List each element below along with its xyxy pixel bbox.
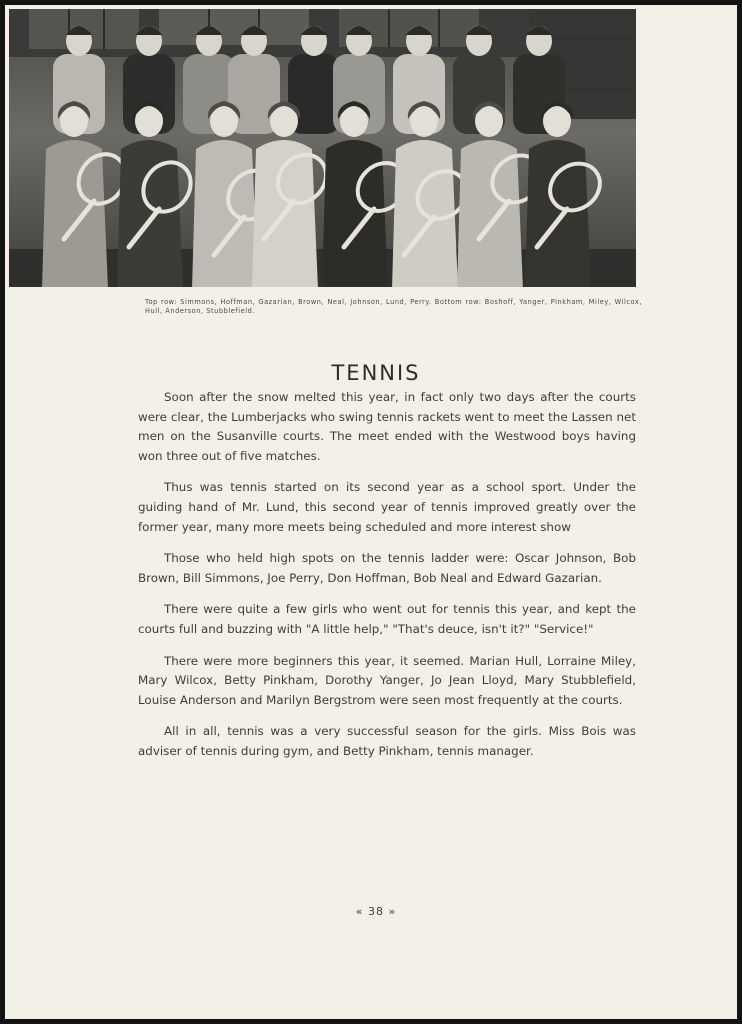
page-title: TENNIS	[331, 361, 421, 385]
page-number: « 38 »	[355, 905, 397, 918]
paragraph-2: Thus was tennis started on its second year as a school sport. Under the guiding hand of Mr. Lund, this second year of tennis improved greatly over the former year, many more meets being scheduled and more interest show	[138, 480, 636, 534]
photo-caption: Top row: Simmons, Hoffman, Gazarian, Brown, Neal, Johnson, Lund, Perry. Bottom row: Boshoff, Yanger, Pinkham, Miley, Wilcox, Hull, Anderson, Stubblefield.	[145, 298, 642, 315]
paragraph-6: All in all, tennis was a very successful season for the girls. Miss Bois was adviser of tennis during gym, and Betty Pinkham, tennis manager.	[138, 724, 636, 758]
article-body	[138, 388, 636, 762]
team-photo	[9, 9, 636, 287]
paragraph-4: There were quite a few girls who went out for tennis this year, and kept the courts full and buzzing with "A little help," "That's deuce, isn't it?" "Service!"	[138, 602, 636, 636]
tennis-team-photo-icon	[9, 9, 636, 287]
paragraph-1: Soon after the snow melted this year, in fact only two days after the courts were clear, the Lumberjacks who swing tennis rackets went to meet the Lassen net men on the Susanville courts. The meet ended with the Westwood boys having won three out of five matches.	[138, 390, 636, 463]
paragraph-3: Those who held high spots on the tennis ladder were: Oscar Johnson, Bob Brown, Bill Simmons, Joe Perry, Don Hoffman, Bob Neal and Edward Gazarian.	[138, 551, 636, 585]
paragraph-5: There were more beginners this year, it seemed. Marian Hull, Lorraine Miley, Mary Wilcox, Betty Pinkham, Dorothy Yanger, Jo Jean Lloyd, Mary Stubblefield, Louise Anderson and Marilyn Bergstrom were seen most frequently at the courts.	[138, 653, 636, 707]
